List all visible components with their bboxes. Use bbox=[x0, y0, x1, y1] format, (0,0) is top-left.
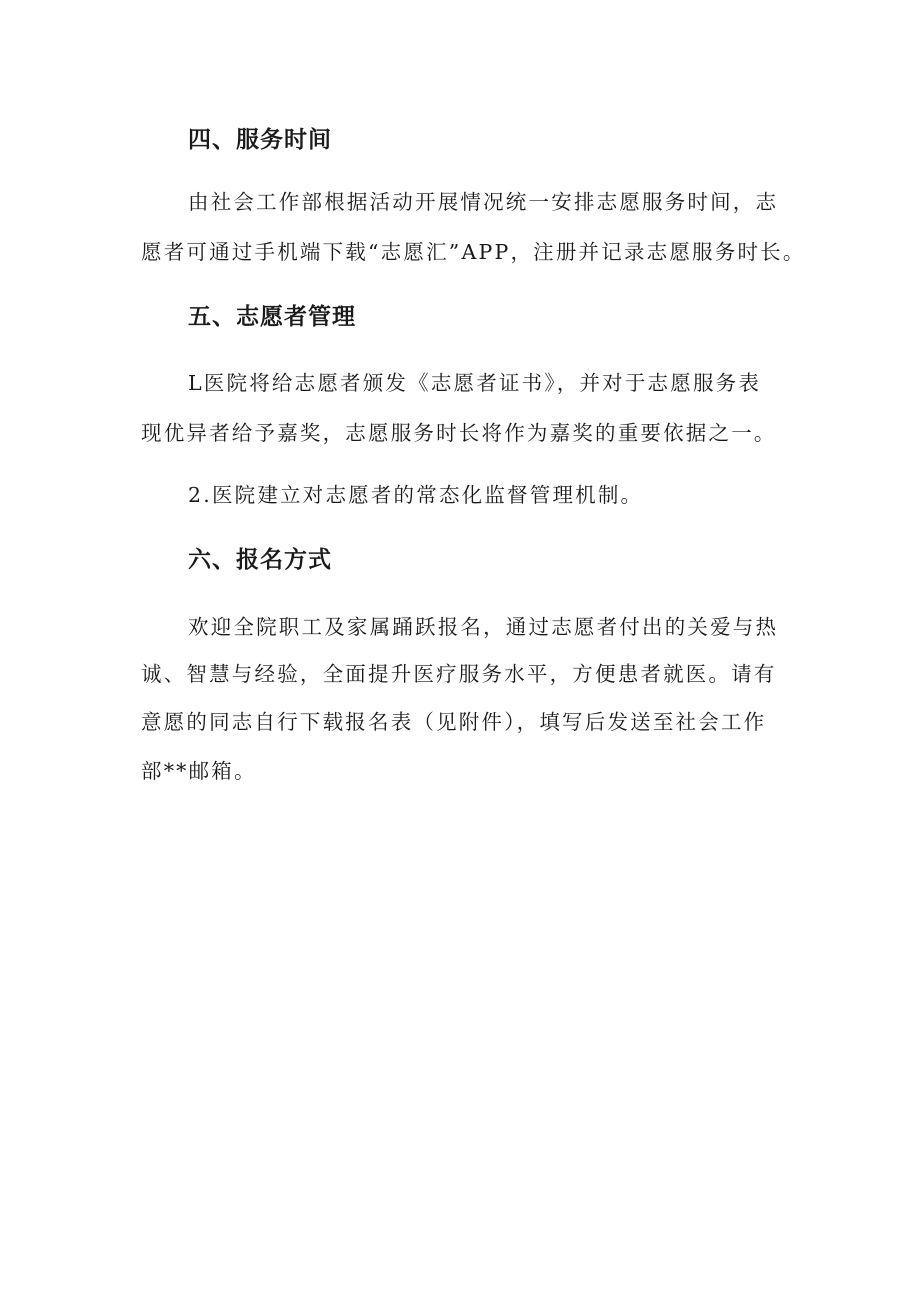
paragraph-line: 部**邮箱。 bbox=[141, 759, 257, 783]
paragraph-line: 现优异者给予嘉奖，志愿服务时长将作为嘉奖的重要依据之一。 bbox=[141, 421, 777, 445]
paragraph-line: 诚、智慧与经验，全面提升医疗服务水平，方便患者就医。请有 bbox=[141, 662, 777, 686]
paragraph-line: 欢迎全院职工及家属踊跃报名，通过志愿者付出的关爱与热 bbox=[188, 615, 779, 639]
section-heading-volunteer-management: 五、志愿者管理 bbox=[188, 304, 356, 330]
paragraph-line: 由社会工作部根据活动开展情况统一安排志愿服务时间，志 bbox=[188, 190, 779, 214]
paragraph-line: L医院将给志愿者颁发《志愿者证书》，并对于志愿服务表 bbox=[188, 371, 762, 395]
section-heading-service-time: 四、服务时间 bbox=[188, 127, 332, 153]
paragraph-line: 意愿的同志自行下载报名表（见附件），填写后发送至社会工作 bbox=[141, 710, 767, 734]
paragraph-line: 2.医院建立对志愿者的常态化监督管理机制。 bbox=[188, 483, 644, 507]
paragraph-line: 愿者可通过手机端下载“志愿汇”APP，注册并记录志愿服务时长。 bbox=[141, 240, 806, 264]
section-heading-registration: 六、报名方式 bbox=[188, 547, 332, 573]
